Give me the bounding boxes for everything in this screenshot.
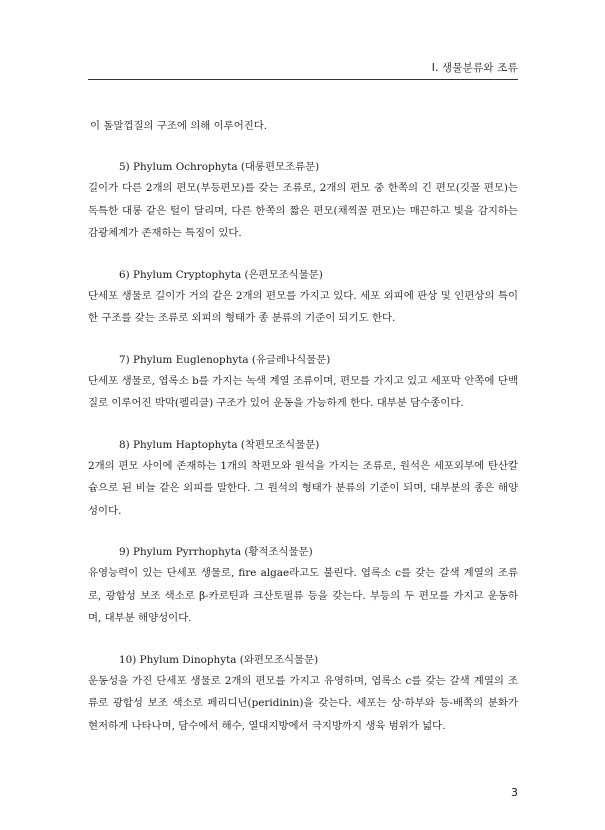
- section-heading: 9) Phylum Pyrrhophyta (황적조식물문): [119, 546, 313, 558]
- continued-paragraph: 이 돌말껍질의 구조에 의해 이루어진다.: [90, 120, 268, 132]
- section-ochrophyta: [88, 157, 518, 245]
- section-heading: 5) Phylum Ochrophyta (대롱편모조류문): [119, 161, 320, 173]
- section-body: 유영능력이 있는 단세포 생물로, fire algae라고도 불린다. 엽록소 c를 갖는 갈색 계열의 조류로, 광합성 보조 색소로 β-카로틴과 크산토필류 등을 갖는다. 부등의 두 편모를 가지고 운동하며, 대부분 해양성이다.: [88, 567, 518, 624]
- page-number: 3: [511, 786, 518, 799]
- section-heading: 8) Phylum Haptophyta (착편모조식물문): [119, 438, 320, 451]
- section-body: 2개의 편모 사이에 존재하는 1개의 착편모와 원석을 가지는 조류로, 원석은 세포외부에 탄산칼슘으로 된 비늘 같은 외피를 말한다. 그 원석의 형태가 분류의 기준이 되며, 대부분의 종은 해양성이다.: [88, 459, 518, 517]
- section-body: 길이가 다른 2개의 편모(부등편모)를 갖는 조류로, 2개의 편모 중 한쪽의 긴 편모(깃꼴 편모)는 독특한 대롱 같은 털이 달리며, 다른 한쪽의 짧은 편모(채찍꼴 편모)는 매끈하고 빛을 감지하는 감광체계가 존재하는 특징이 있다.: [88, 182, 518, 239]
- chapter-title: I. 생물분류와 조류: [431, 62, 518, 74]
- section-euglenophyta: [88, 350, 518, 415]
- section-body: 단세포 생물로 길이가 거의 같은 2개의 편모를 가지고 있다. 세포 외피에 판상 및 인편상의 특이한 구조를 갖는 조류로 외피의 형태가 종 분류의 기준이 되기도 한다.: [88, 289, 518, 324]
- section-pyrrhophyta: [88, 542, 518, 630]
- section-heading: 10) Phylum Dinophyta (와편모조식물문): [119, 653, 319, 666]
- header-rule: [88, 79, 518, 80]
- section-haptophyta: [88, 435, 518, 523]
- section-cryptophyta: [88, 265, 518, 330]
- section-heading: 6) Phylum Cryptophyta (은편모조식물문): [119, 268, 323, 281]
- section-body: 단세포 생물로, 엽록소 b를 가지는 녹색 계열 조류이며, 편모를 가지고 있고 세포막 안쪽에 단백질로 이루어진 박막(펠리클) 구조가 있어 운동을 가능하게 한다. 대부분 담수종이다.: [88, 374, 518, 409]
- page-content: [88, 115, 518, 757]
- section-dinophyta: [88, 650, 518, 738]
- section-heading: 7) Phylum Euglenophyta (유글레나식물문): [119, 353, 331, 366]
- running-header: [88, 58, 518, 80]
- section-body: 운동성을 가진 단세포 생물로 2개의 편모를 가지고 유영하며, 엽록소 c를 갖는 갈색 계열의 조류로 광합성 보조 색소로 페리디닌(peridinin)을 갖는다. 세포는 상·하부와 등-배쪽의 분화가 현저하게 나타나며, 담수에서 해수, 열대지방에서 극지방까지 생육 범위가 넓다.: [88, 674, 518, 732]
